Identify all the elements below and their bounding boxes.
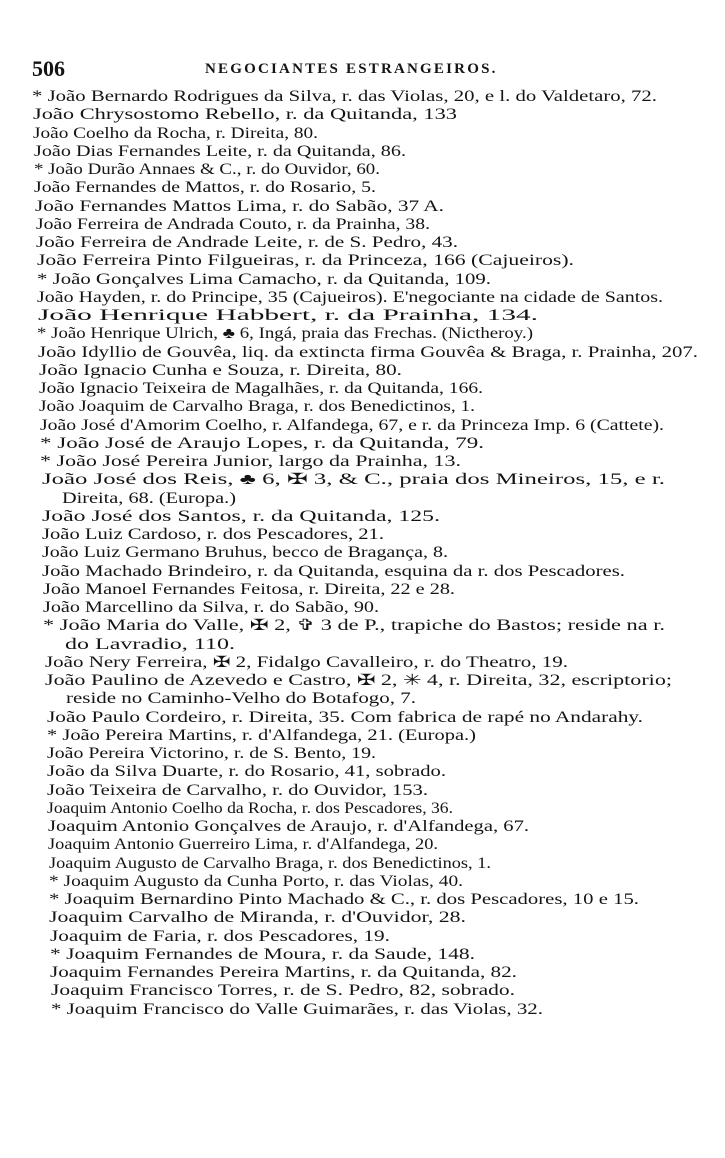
entry-text: João Ferreira de Andrade Leite, r. de S. Pedro, 43. [36, 234, 458, 251]
entry-text: João Ferreira de Andrada Couto, r. da Prainha, 38. [36, 215, 431, 233]
entry-text: * Joaquim Bernardino Pinto Machado & C., r. dos Pescadores, 10 e 15. [49, 891, 639, 908]
running-title: NEGOCIANTES ESTRANGEIROS. [205, 61, 498, 77]
directory-entry [0, 617, 725, 635]
entry-text: João Idyllio de Gouvêa, liq. da extincta firma Gouvêa & Braga, r. Prainha, 207. [38, 343, 699, 361]
directory-entry [0, 672, 725, 690]
directory-entry [0, 125, 725, 143]
directory-entry [0, 818, 725, 836]
directory-entry [0, 709, 725, 727]
directory-entry [0, 690, 725, 708]
entry-text: João Coelho da Rocha, r. Direita, 80. [33, 124, 319, 142]
directory-entry [0, 88, 725, 106]
entry-text: João Nery Ferreira, ✠ 2, Fidalgo Cavalleiro, r. do Theatro, 19. [45, 653, 568, 671]
entry-text: João Pereira Victorino, r. de S. Bento, 19. [47, 745, 376, 762]
entry-text: * João Pereira Martins, r. d'Alfandega, 21. (Europa.) [47, 726, 476, 744]
entry-text: João Machado Brindeiro, r. da Quitanda, esquina da r. dos Pescadores. [42, 562, 625, 580]
entry-text: João Teixeira de Carvalho, r. do Ouvidor, 153. [47, 781, 428, 799]
directory-entry [0, 271, 725, 289]
directory-entry [0, 216, 725, 234]
entry-text: * João José de Araujo Lopes, r. da Quitanda, 79. [40, 434, 484, 452]
entry-text: João Fernandes de Mattos, r. do Rosario, 5. [34, 179, 377, 197]
directory-entry [0, 946, 725, 964]
entry-text: Direita, 68. (Europa.) [62, 489, 236, 507]
entry-text: * João Bernardo Rodrigues da Silva, r. das Violas, 20, e l. do Valdetaro, 72. [32, 88, 657, 105]
directory-entry [0, 636, 725, 654]
directory-entry [0, 928, 725, 946]
entry-text: João Ferreira Pinto Filgueiras, r. da Princeza, 166 (Cajueiros). [37, 252, 574, 270]
entry-text: João Luiz Cardoso, r. dos Pescadores, 21. [42, 526, 384, 543]
entry-text: João José d'Amorim Coelho, r. Alfandega, 67, e r. da Princeza Imp. 6 (Cattete). [40, 416, 664, 434]
entry-text: João Paulino de Azevedo e Castro, ✠ 2, ✳ 4, r. Direita, 32, escriptorio; [45, 672, 672, 689]
directory-entry [0, 873, 725, 891]
entry-text: reside no Caminho-Velho do Botafogo, 7. [66, 690, 416, 708]
directory-entry [0, 800, 725, 818]
merchant-list [0, 88, 725, 1019]
directory-entry [0, 964, 725, 982]
directory-entry [0, 435, 725, 453]
entry-text: Joaquim Antonio Gonçalves de Araujo, r. d'Alfandega, 67. [48, 818, 530, 835]
directory-entry [0, 508, 725, 526]
entry-text: João José dos Santos, r. da Quitanda, 125. [42, 507, 441, 525]
entry-text: João Henrique Habbert, r. da Prainha, 134. [38, 307, 539, 324]
entry-text: * Joaquim Fernandes de Moura, r. da Saude, 148. [50, 945, 475, 963]
directory-entry [0, 143, 725, 161]
entry-text: João Dias Fernandes Leite, r. da Quitanda, 86. [34, 142, 406, 160]
directory-entry [0, 179, 725, 197]
directory-entry [0, 763, 725, 781]
directory-entry [0, 909, 725, 927]
entry-text: João da Silva Duarte, r. do Rosario, 41, sobrado. [47, 763, 446, 781]
entry-text: * João Henrique Ulrich, ♣ 6, Ingá, praia das Frechas. (Nictheroy.) [37, 325, 533, 343]
directory-entry [0, 745, 725, 763]
directory-entry [0, 234, 725, 252]
directory-entry [0, 891, 725, 909]
entry-text: Joaquim de Faria, r. dos Pescadores, 19. [50, 927, 391, 945]
directory-entry [0, 362, 725, 380]
directory-entry [0, 581, 725, 599]
directory-entry [0, 471, 725, 489]
directory-entry [0, 307, 725, 325]
directory-entry [0, 453, 725, 471]
directory-entry [0, 490, 725, 508]
directory-entry [0, 782, 725, 800]
entry-text: * João José Pereira Junior, largo da Prainha, 13. [40, 453, 462, 470]
entry-text: Joaquim Fernandes Pereira Martins, r. da Quitanda, 82. [50, 964, 517, 981]
directory-entry [0, 198, 725, 216]
directory-entry [0, 252, 725, 270]
directory-entry [0, 855, 725, 873]
directory-entry [0, 344, 725, 362]
directory-entry [0, 380, 725, 398]
entry-text: Joaquim Carvalho de Miranda, r. d'Ouvidor, 28. [49, 909, 467, 927]
entry-text: João José dos Reis, ♣ 6, ✠ 3, & C., praia dos Mineiros, 15, e r. [42, 471, 665, 489]
directory-entry [0, 325, 725, 343]
entry-text: Joaquim Antonio Guerreiro Lima, r. d'Alfandega, 20. [48, 836, 438, 854]
entry-text: * João Gonçalves Lima Camacho, r. da Quitanda, 109. [37, 270, 492, 288]
directory-entry [0, 398, 725, 416]
directory-entry [0, 654, 725, 672]
entry-text: João Hayden, r. do Principe, 35 (Cajueiros). E'negociante na cidade de Santos. [37, 288, 664, 306]
page-header [30, 56, 550, 84]
directory-entry [0, 1001, 725, 1019]
entry-text: João Joaquim de Carvalho Braga, r. dos Benedictinos, 1. [39, 398, 475, 416]
entry-text: João Chrysostomo Rebello, r. da Quitanda, 133 [33, 106, 458, 124]
entry-text: João Luiz Germano Bruhus, becco de Bragança, 8. [42, 544, 448, 562]
entry-text: Joaquim Francisco Torres, r. de S. Pedro, 82, sobrado. [51, 982, 516, 1000]
entry-text: * Joaquim Augusto da Cunha Porto, r. das Violas, 40. [49, 872, 464, 890]
directory-entry [0, 526, 725, 544]
directory-entry [0, 106, 725, 124]
entry-text: João Ignacio Cunha e Souza, r. Direita, 80. [39, 361, 402, 379]
entry-text: João Ignacio Teixeira de Magalhães, r. da Quitanda, 166. [39, 380, 483, 397]
entry-text: Joaquim Augusto de Carvalho Braga, r. dos Benedictinos, 1. [49, 854, 491, 872]
directory-entry [0, 727, 725, 745]
directory-entry [0, 836, 725, 854]
directory-entry [0, 982, 725, 1000]
page-number: 506 [32, 56, 65, 81]
directory-entry [0, 563, 725, 581]
entry-text: João Manoel Fernandes Feitosa, r. Direita, 22 e 28. [43, 580, 455, 598]
entry-text: João Fernandes Mattos Lima, r. do Sabão, 37 A. [35, 197, 445, 215]
entry-text: * João Durão Annaes & C., r. do Ouvidor, 60. [34, 161, 380, 178]
entry-text: Joaquim Antonio Coelho da Rocha, r. dos Pescadores, 36. [47, 799, 453, 817]
entry-text: * João Maria do Valle, ✠ 2, ✞ 3 de P., trapiche do Bastos; reside na r. [43, 617, 665, 635]
entry-text: * Joaquim Francisco do Valle Guimarães, r. das Violas, 32. [51, 1000, 543, 1018]
directory-entry [0, 417, 725, 435]
entry-text: do Lavradio, 110. [65, 635, 235, 653]
directory-entry [0, 544, 725, 562]
directory-entry [0, 161, 725, 179]
directory-entry [0, 289, 725, 307]
entry-text: João Paulo Cordeiro, r. Direita, 35. Com fabrica de rapé no Andarahy. [47, 708, 643, 726]
directory-entry [0, 599, 725, 617]
entry-text: João Marcellino da Silva, r. do Sabão, 90. [43, 599, 380, 616]
